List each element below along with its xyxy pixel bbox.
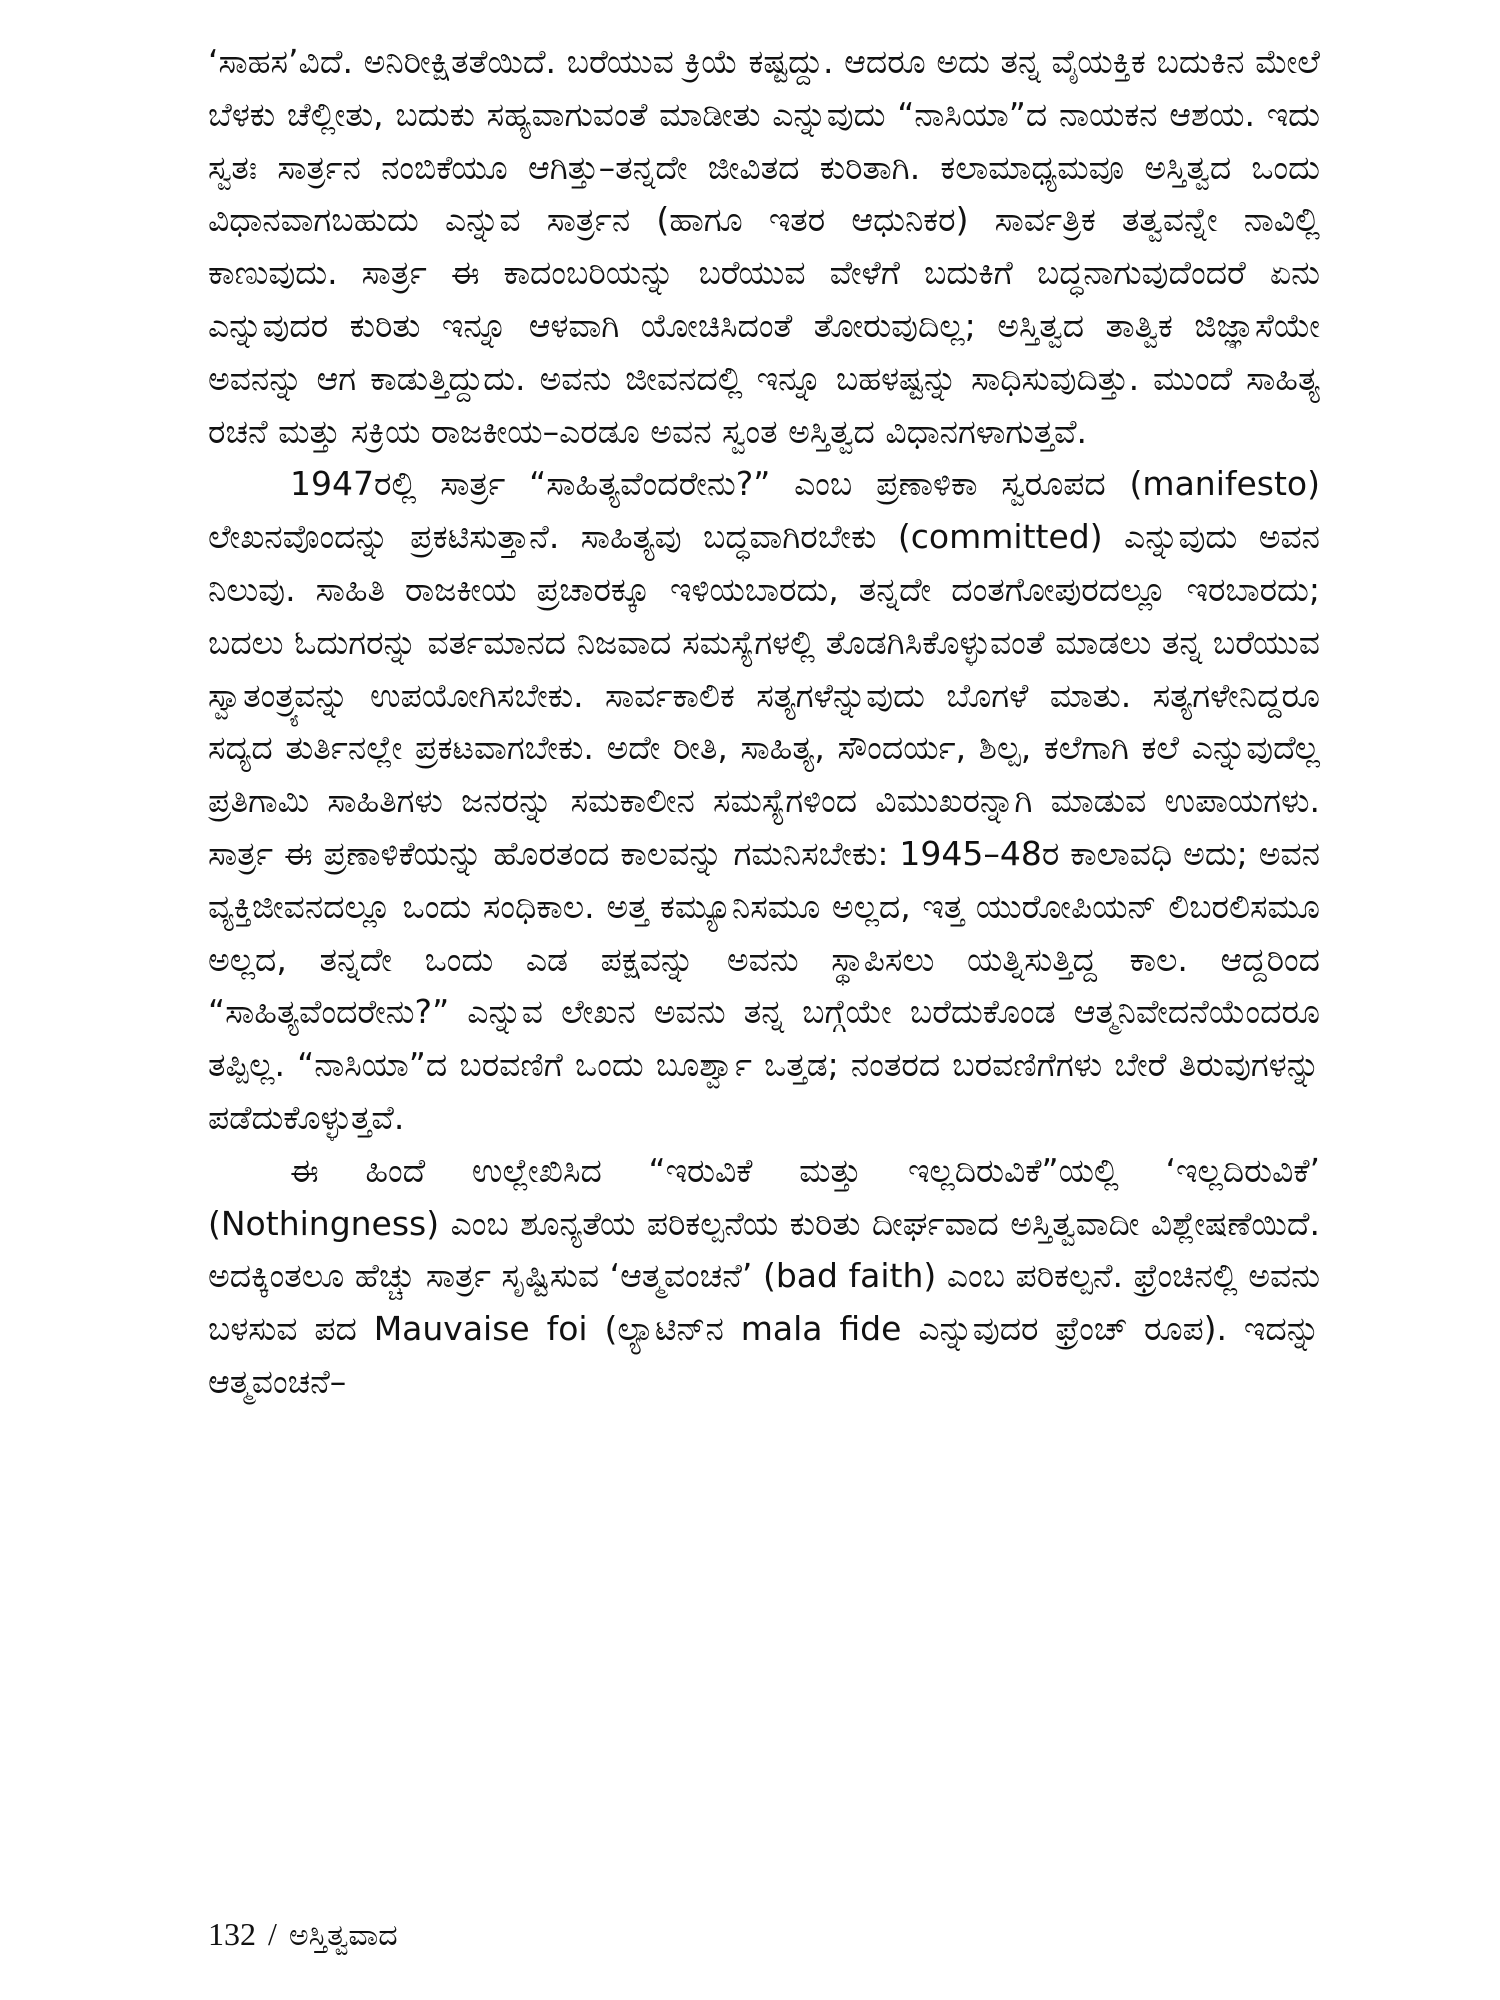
page-body [208,36,1320,1409]
footer-separator: / [268,1916,277,1952]
page-footer [208,1916,398,1953]
paragraph-1: ‘ಸಾಹಸ’ವಿದೆ. ಅನಿರೀಕ್ಷಿತತೆಯಿದೆ. ಬರೆಯುವ ಕ್ರಿಯೆ ಕಷ್ಟದ್ದು. ಆದರೂ ಅದು ತನ್ನ ವೈಯಕ್ತಿಕ ಬದುಕಿನ ಮೇಲೆ ಬೆಳಕು ಚೆಲ್ಲೀತು, ಬದುಕು ಸಹ್ಯವಾಗುವಂತೆ ಮಾಡೀತು ಎನ್ನುವುದು “ನಾಸಿಯಾ”ದ ನಾಯಕನ ಆಶಯ. ಇದು ಸ್ವತಃ ಸಾರ್ತ್ರನ ನಂಬಿಕೆಯೂ ಆಗಿತ್ತು–ತನ್ನದೇ ಜೀವಿತದ ಕುರಿತಾಗಿ. ಕಲಾಮಾಧ್ಯಮವೂ ಅಸ್ತಿತ್ವದ ಒಂದು ವಿಧಾನವಾಗಬಹುದು ಎನ್ನುವ ಸಾರ್ತ್ರನ (ಹಾಗೂ ಇತರ ಆಧುನಿಕರ) ಸಾರ್ವತ್ರಿಕ ತತ್ವವನ್ನೇ ನಾವಿಲ್ಲಿ ಕಾಣುವುದು. ಸಾರ್ತ್ರ ಈ ಕಾದಂಬರಿಯನ್ನು ಬರೆಯುವ ವೇಳೆಗೆ ಬದುಕಿಗೆ ಬದ್ಧನಾಗುವುದೆಂದರೆ ಏನು ಎನ್ನುವುದರ ಕುರಿತು ಇನ್ನೂ ಆಳವಾಗಿ ಯೋಚಿಸಿದಂತೆ ತೋರುವುದಿಲ್ಲ; ಅಸ್ತಿತ್ವದ ತಾತ್ವಿಕ ಜಿಜ್ಞಾಸೆಯೇ ಅವನನ್ನು ಆಗ ಕಾಡುತ್ತಿದ್ದುದು. ಅವನು ಜೀವನದಲ್ಲಿ ಇನ್ನೂ ಬಹಳಷ್ಟನ್ನು ಸಾಧಿಸುವುದಿತ್ತು. ಮುಂದೆ ಸಾಹಿತ್ಯ ರಚನೆ ಮತ್ತು ಸಕ್ರಿಯ ರಾಜಕೀಯ–ಎರಡೂ ಅವನ ಸ್ವಂತ ಅಸ್ತಿತ್ವದ ವಿಧಾನಗಳಾಗುತ್ತವೆ. [208,42,1320,451]
page-number: 132 [208,1916,256,1952]
paragraph-3: ಈ ಹಿಂದೆ ಉಲ್ಲೇಖಿಸಿದ “ಇರುವಿಕೆ ಮತ್ತು ಇಲ್ಲದಿರುವಿಕೆ”ಯಲ್ಲಿ ‘ಇಲ್ಲದಿರುವಿಕೆ’ (Nothingness) ಎಂಬ ಶೂನ್ಯತೆಯ ಪರಿಕಲ್ಪನೆಯ ಕುರಿತು ದೀರ್ಘವಾದ ಅಸ್ತಿತ್ವವಾದೀ ವಿಶ್ಲೇಷಣೆಯಿದೆ. ಅದಕ್ಕಿಂತಲೂ ಹೆಚ್ಚು ಸಾರ್ತ್ರ ಸೃಷ್ಟಿಸುವ ‘ಆತ್ಮವಂಚನೆ’ (bad faith) ಎಂಬ ಪರಿಕಲ್ಪನೆ. ಫ್ರೆಂಚಿನಲ್ಲಿ ಅವನು ಬಳಸುವ ಪದ Mauvaise foi (ಲ್ಯಾಟಿನ್‌ನ mala fide ಎನ್ನುವುದರ ಫ್ರೆಂಚ್ ರೂಪ). ಇದನ್ನು ಆತ್ಮವಂಚನೆ– [208,1150,1320,1401]
running-title: ಅಸ್ತಿತ್ವವಾದ [288,1918,398,1953]
paragraph-2: 1947ರಲ್ಲಿ ಸಾರ್ತ್ರ “ಸಾಹಿತ್ಯವೆಂದರೇನು?” ಎಂಬ ಪ್ರಣಾಳಿಕಾ ಸ್ವರೂಪದ (manifesto) ಲೇಖನವೊಂದನ್ನು ಪ್ರಕಟಿಸುತ್ತಾನೆ. ಸಾಹಿತ್ಯವು ಬದ್ಧವಾಗಿರಬೇಕು (committed) ಎನ್ನುವುದು ಅವನ ನಿಲುವು. ಸಾಹಿತಿ ರಾಜಕೀಯ ಪ್ರಚಾರಕ್ಕೂ ಇಳಿಯಬಾರದು, ತನ್ನದೇ ದಂತಗೋಪುರದಲ್ಲೂ ಇರಬಾರದು; ಬದಲು ಓದುಗರನ್ನು ವರ್ತಮಾನದ ನಿಜವಾದ ಸಮಸ್ಯೆಗಳಲ್ಲಿ ತೊಡಗಿಸಿಕೊಳ್ಳುವಂತೆ ಮಾಡಲು ತನ್ನ ಬರೆಯುವ ಸ್ವಾತಂತ್ರ್ಯವನ್ನು ಉಪಯೋಗಿಸಬೇಕು. ಸಾರ್ವಕಾಲಿಕ ಸತ್ಯಗಳೆನ್ನುವುದು ಬೊಗಳೆ ಮಾತು. ಸತ್ಯಗಳೇನಿದ್ದರೂ ಸದ್ಯದ ತುರ್ತಿನಲ್ಲೇ ಪ್ರಕಟವಾಗಬೇಕು. ಅದೇ ರೀತಿ, ಸಾಹಿತ್ಯ, ಸೌಂದರ್ಯ, ಶಿಲ್ಪ, ಕಲೆಗಾಗಿ ಕಲೆ ಎನ್ನುವುದೆಲ್ಲ ಪ್ರತಿಗಾಮಿ ಸಾಹಿತಿಗಳು ಜನರನ್ನು ಸಮಕಾಲೀನ ಸಮಸ್ಯೆಗಳಿಂದ ವಿಮುಖರನ್ನಾಗಿ ಮಾಡುವ ಉಪಾಯಗಳು. ಸಾರ್ತ್ರ ಈ ಪ್ರಣಾಳಿಕೆಯನ್ನು ಹೊರತಂದ ಕಾಲವನ್ನು ಗಮನಿಸಬೇಕು: 1945–48ರ ಕಾಲಾವಧಿ ಅದು; ಅವನ ವ್ಯಕ್ತಿಜೀವನದಲ್ಲೂ ಒಂದು ಸಂಧಿಕಾಲ. ಅತ್ತ ಕಮ್ಯೂನಿಸಮೂ ಅಲ್ಲದ, ಇತ್ತ ಯುರೋಪಿಯನ್ ಲಿಬರಲಿಸಮೂ ಅಲ್ಲದ, ತನ್ನದೇ ಒಂದು ಎಡ ಪಕ್ಷವನ್ನು ಅವನು ಸ್ಥಾಪಿಸಲು ಯತ್ನಿಸುತ್ತಿದ್ದ ಕಾಲ. ಆದ್ದರಿಂದ “ಸಾಹಿತ್ಯವೆಂದರೇನು?” ಎನ್ನುವ ಲೇಖನ ಅವನು ತನ್ನ ಬಗ್ಗೆಯೇ ಬರೆದುಕೊಂಡ ಆತ್ಮನಿವೇದನೆಯೆಂದರೂ ತಪ್ಪಿಲ್ಲ. “ನಾಸಿಯಾ”ದ ಬರವಣಿಗೆ ಒಂದು ಬೂರ್ಶ್ವಾ ಒತ್ತಡ; ನಂತರದ ಬರವಣಿಗೆಗಳು ಬೇರೆ ತಿರುವುಗಳನ್ನು ಪಡೆದುಕೊಳ್ಳುತ್ತವೆ. [208,464,1320,1137]
